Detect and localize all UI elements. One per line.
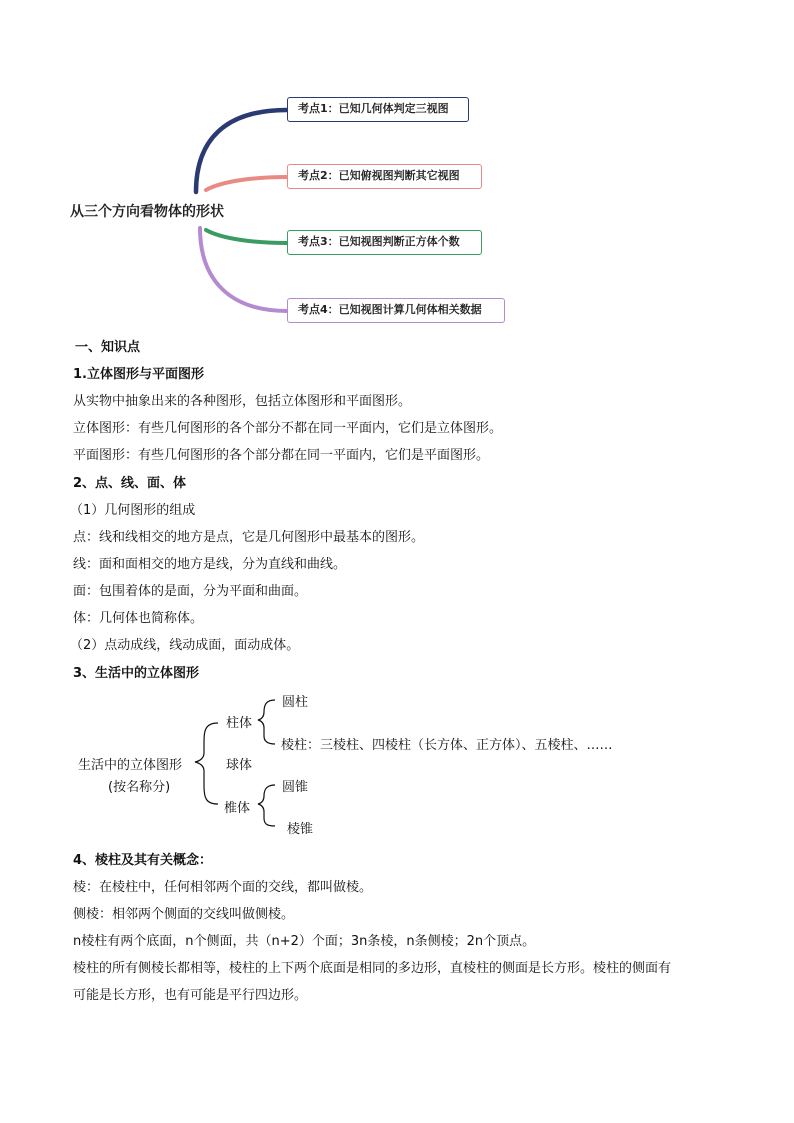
mindmap-root: 从三个方向看物体的形状 (70, 204, 224, 220)
section-1-heading: 一、知识点 (75, 340, 141, 355)
paragraph: 立体图形：有些几何图形的各个部分不都在同一平面内，它们是立体图形。 (73, 421, 503, 436)
tree-yuanzhu: 圆柱 (282, 695, 309, 710)
tree-zhuiti: 椎体 (224, 801, 251, 816)
paragraph: 可能是长方形，也有可能是平行四边形。 (73, 988, 308, 1003)
mindmap-node-2[interactable]: 考点2：已知俯视图判断其它视图 (287, 164, 482, 189)
branch-3-curve (206, 230, 287, 243)
paragraph: 面：包围着体的是面，分为平面和曲面。 (73, 584, 308, 599)
mindmap-node-1[interactable]: 考点1：已知几何体判定三视图 (287, 97, 469, 122)
section-2-heading: 2、点、线、面、体 (73, 476, 187, 491)
section-1-1-heading: 1.立体图形与平面图形 (73, 367, 204, 382)
tree-lengzhui: 棱锥 (287, 822, 314, 837)
paragraph: 侧棱：相邻两个侧面的交线叫做侧棱。 (73, 907, 295, 922)
section-3-heading: 3、生活中的立体图形 (73, 666, 200, 681)
paragraph: （1）几何图形的组成 (70, 503, 196, 518)
mindmap-node-3[interactable]: 考点3：已知视图判断正方体个数 (287, 230, 482, 255)
mindmap-node-4[interactable]: 考点4：已知视图计算几何体相关数据 (287, 298, 505, 323)
paragraph: （2）点动成线，线动成面，面动成体。 (70, 638, 300, 653)
paragraph: 点：线和线相交的地方是点，它是几何图形中最基本的图形。 (73, 530, 425, 545)
paragraph: 棱：在棱柱中，任何相邻两个面的交线，都叫做棱。 (73, 880, 373, 895)
paragraph: 线：面和面相交的地方是线，分为直线和曲线。 (73, 557, 347, 572)
tree-zhuti: 柱体 (226, 716, 253, 731)
tree-root-label: 生活中的立体图形 (78, 758, 183, 773)
tree-root-sublabel: (按名称分) (108, 780, 171, 795)
tree-lengzhu: 棱柱：三棱柱、四棱柱（长方体、正方体）、五棱柱、…… (281, 738, 613, 753)
paragraph: 体：几何体也简称体。 (73, 611, 204, 626)
paragraph: 棱柱的所有侧棱长都相等，棱柱的上下两个底面是相同的多边形，直棱柱的侧面是长方形。棱柱的侧面有 (73, 961, 672, 976)
tree-qiuti: 球体 (226, 758, 253, 773)
section-4-heading: 4、棱柱及其有关概念： (73, 853, 213, 868)
tree-yuanzhui: 圆锥 (282, 780, 309, 795)
paragraph: n棱柱有两个底面，n个侧面，共（n+2）个面；3n条棱，n条侧棱；2n个顶点。 (73, 934, 536, 949)
main-brace (195, 723, 218, 804)
zhuiti-brace (258, 785, 275, 826)
paragraph: 从实物中抽象出来的各种图形，包括立体图形和平面图形。 (73, 394, 412, 409)
branch-2-curve (206, 177, 287, 190)
paragraph: 平面图形：有些几何图形的各个部分都在同一平面内，它们是平面图形。 (73, 448, 490, 463)
zhuti-brace (258, 700, 275, 744)
